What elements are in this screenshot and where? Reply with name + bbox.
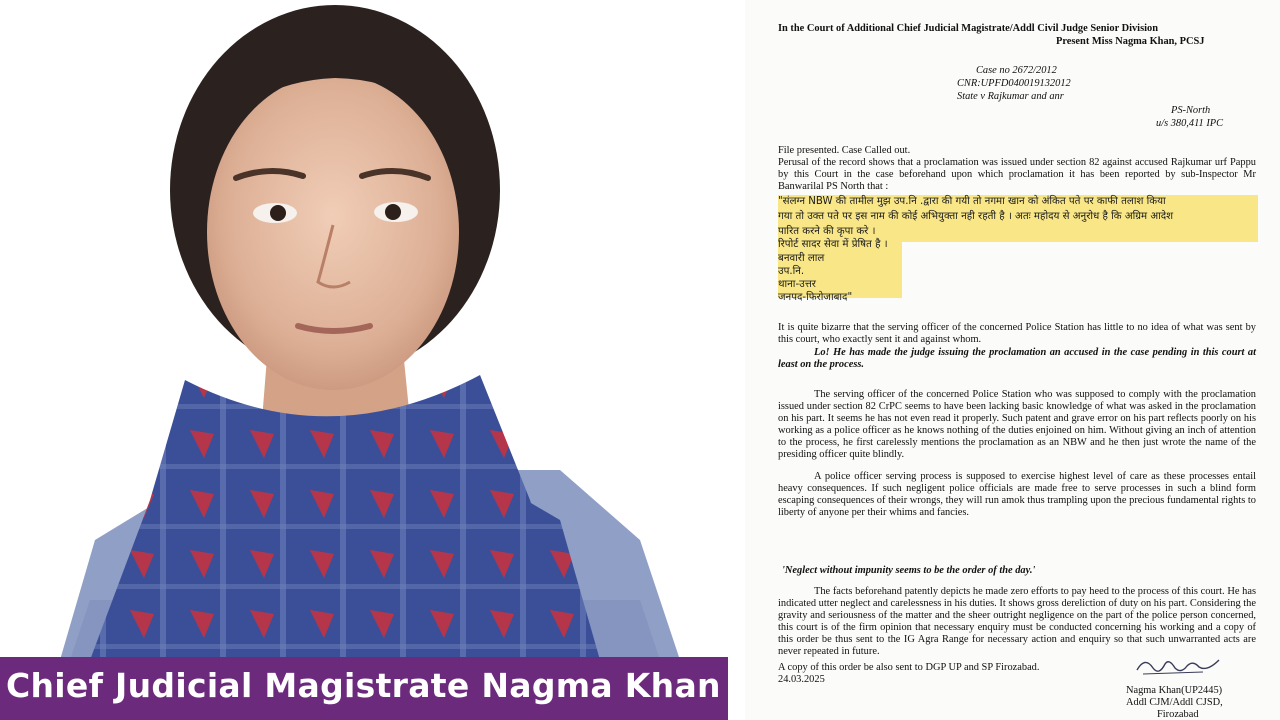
neglect-quote: 'Neglect without impunity seems to be the order of the day.' (782, 565, 1036, 576)
case-number: Case no 2672/2012 (976, 65, 1057, 76)
serving-officer-paragraph: The serving officer of the concerned Police Station who was supposed to comply with the proclamation issued under section 82 CrPC seems to have been lacking basic knowledge of what was asked in the proclamation on his part. It seems he has not even read it properly. Such patent and grave error on his part reflects poorly on his working as a police officer as he knows nothing of the duties enjoined on him. Without giving an inch of attention to the process, he first carelessly mentions the proclamation as an NBW and he then just wrote the name of the presiding officer quite blindly. (778, 389, 1256, 461)
police-duty-paragraph: A police officer serving process is supposed to exercise highest level of care as these processes entail heavy consequences. If such negligent police officials are made free to serve processes in such a blind form escaping consequences of their wrongs, they will run amok thus trampling upon the precious fundamental rights to liberty of anyone per their whims and fancies. (778, 471, 1256, 519)
police-station: PS-North (1171, 105, 1211, 116)
hindi-report-line: पारित करने की कृपा करे । (778, 226, 876, 237)
order-date: 24.03.2025 (778, 674, 825, 685)
signatory-name: Nagma Khan(UP2445) (1126, 685, 1223, 696)
case-parties: State v Rajkumar and anr (957, 91, 1064, 102)
court-heading: In the Court of Additional Chief Judicial Magistrate/Addl Civil Judge Senior Division (778, 23, 1158, 34)
lo-statement: Lo! He has made the judge issuing the proclamation an accused in the case pending in this court at least on the process. (778, 347, 1256, 371)
hindi-signatory-district: जनपद-फिरोजाबाद" (778, 292, 853, 303)
bizarre-paragraph: It is quite bizarre that the serving officer of the concerned Police Station has little to no idea of what was sent by this court, who exactly sent it and against whom. (778, 322, 1256, 346)
court-order-document (745, 0, 1280, 720)
cnr-number: CNR:UPFD040019132012 (957, 78, 1071, 89)
signatory-title: Addl CJM/Addl CJSD, (1126, 697, 1223, 708)
hindi-signatory-name: बनवारी लाल (778, 253, 825, 264)
hindi-report-line: रिपोर्ट सादर सेवा में प्रेषित है । (778, 239, 888, 250)
copy-instruction: A copy of this order be also sent to DGP UP and SP Firozabad. (778, 662, 1040, 673)
perusal-paragraph: Perusal of the record shows that a proclamation was issued under section 82 against accused Rajkumar urf Pappu by this Court in the case beforehand upon which proclamation it has been reported by sub-Inspector Mr Banwarilal PS North that : (778, 157, 1256, 193)
file-presented: File presented. Case Called out. (778, 145, 911, 156)
hindi-signatory-station: थाना-उत्तर (778, 279, 816, 290)
facts-paragraph: The facts beforehand patently depicts he made zero efforts to pay heed to the process of this court. He has indicated utter neglect and carelessness in his duties. It shows gross dereliction of duty on his part. Considering the gravity and seriousness of the matter and the sheer outright negligence on the part of the police person concerned, this court is of the firm opinion that necessary enquiry must be conducted concerning his working and a copy of this order be thus sent to the IG Agra Range for necessary action and enquiry so that such unwarranted acts are never repeated in future. (778, 586, 1256, 658)
ipc-sections: u/s 380,411 IPC (1156, 118, 1224, 129)
hindi-report-line: "संलग्न NBW की तामील मुझ उप.नि .द्वारा की गयी तो नगमा खान को अंकित पते पर काफी तलाश किया (778, 196, 1166, 207)
presiding-officer: Present Miss Nagma Khan, PCSJ (1056, 36, 1205, 47)
hindi-signatory-rank: उप.नि. (778, 266, 805, 277)
handwritten-signature-icon (1133, 652, 1223, 680)
signatory-place: Firozabad (1157, 709, 1199, 720)
hindi-report-line: गया तो उक्त पते पर इस नाम की कोई अभियुक्ता नही रहती है । अतः महोदय से अनुरोध है कि अग्रिम आदेश (778, 211, 1174, 222)
photo-caption: Chief Judicial Magistrate Nagma Khan (6, 666, 721, 705)
